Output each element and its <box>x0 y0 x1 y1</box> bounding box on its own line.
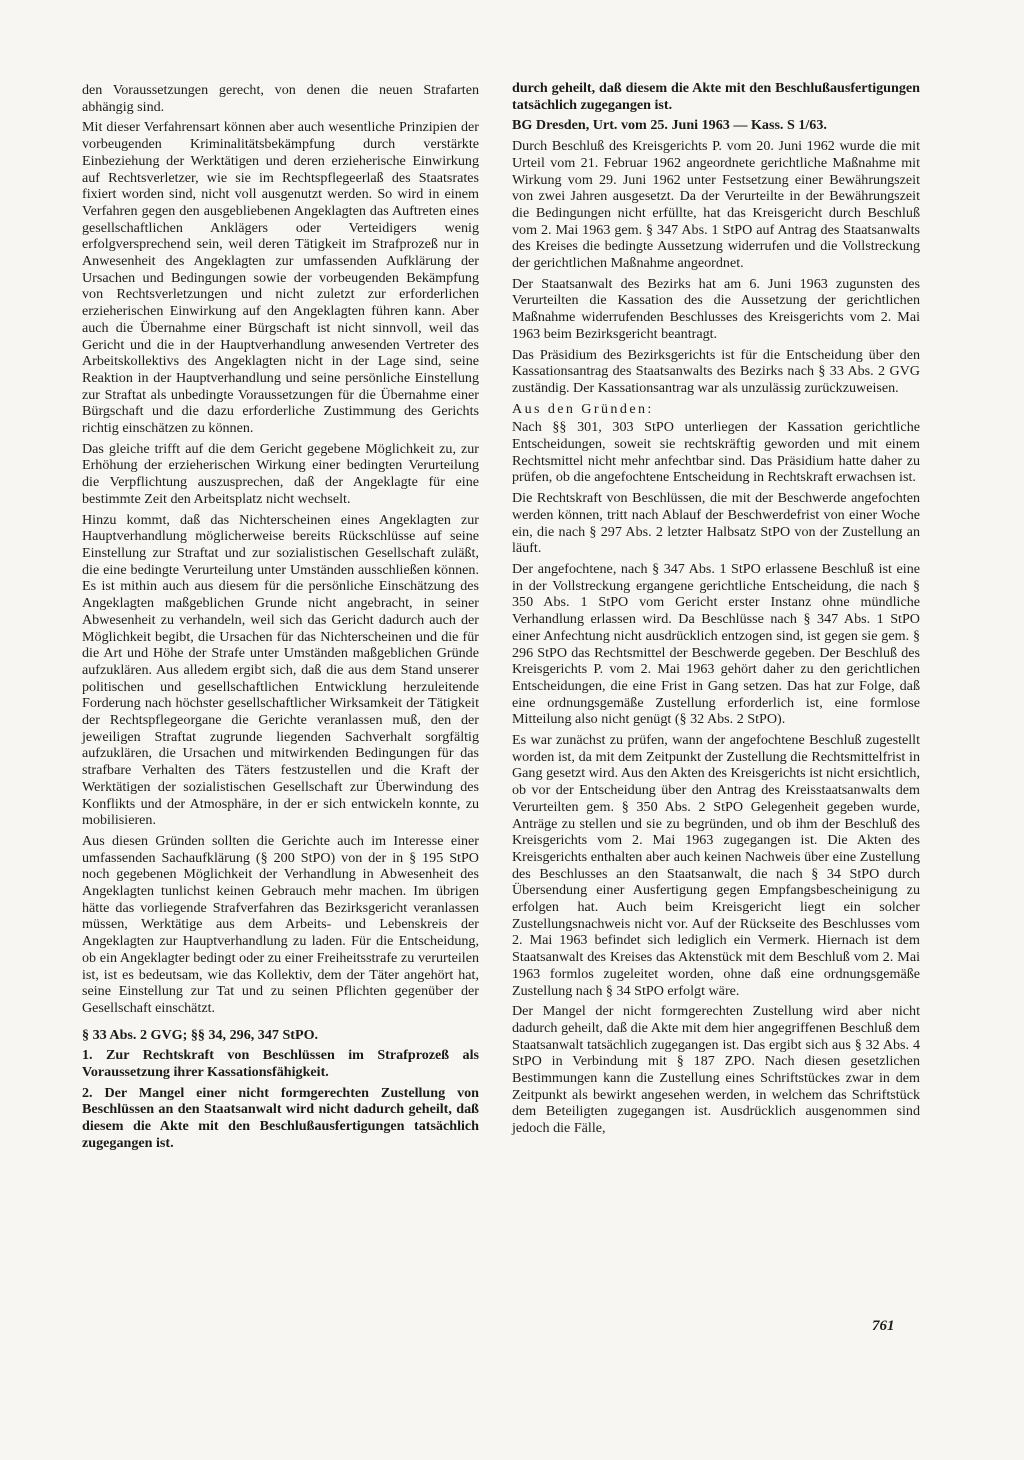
paragraph: Die Rechtskraft von Beschlüssen, die mit der Beschwerde angefochten werden können, tritt nach Ablauf der Beschwerdefrist von einer Woche ein, die nach § 297 Abs. 2 letzter Halbsatz StPO von der Zustellung an läuft. <box>512 490 920 557</box>
paragraph: Mit dieser Verfahrensart können aber auch wesentliche Prinzipien der vorbeugenden Kriminalitätsbekämpfung durch verstärkte Einbeziehung der Werktätigen und deren erzieherische Einwirkung auf Rechtsverletzer, wie sie im Rechtspflegeerlaß des Staatsrates fixiert worden sind, nicht voll ausgenutzt werden. So wird in einem Verfahren gegen den ausgebliebenen Angeklagten das Auftreten eines gesellschaftlichen Anklägers oder Verteidigers wenig erfolgversprechend sein, weil deren Tätigkeit im Strafprozeß nur in Anwesenheit des Angeklagten zur umfassenden Aufklärung der Ursachen und Bedingungen sowie der vorbeugenden Bekämpfung von Rechtsverletzungen und nicht zuletzt zur erforderlichen erzieherischen Einwirkung auf den Angeklagten führen kann. Aber auch die Übernahme einer Bürgschaft ist nicht sinnvoll, weil das Gericht und die in der Hauptverhandlung anwesenden Vertreter des Arbeitskollektivs des Angeklagten nicht in der Lage sind, seine Reaktion in der Hauptverhandlung und seine persönliche Einstellung zur Straftat als unbedingte Voraussetzungen für die Übernahme einer Bürgschaft und die dazu erforderliche Zustimmung des Gerichts richtig einschätzen zu können. <box>82 119 479 437</box>
paragraph: Das gleiche trifft auf die dem Gericht gegebene Möglichkeit zu, zur Erhöhung der erzieherischen Wirkung einer bedingten Verurteilung die Verpflichtung auszusprechen, daß der Angeklagte für eine bestimmte Zeit den Arbeitsplatz nicht wechselt. <box>82 440 479 507</box>
paragraph: Hinzu kommt, daß das Nichterscheinen eines Angeklagten zur Hauptverhandlung möglicherweise bereits Rückschlüsse auf seine Einstellung zur Straftat und zur sozialistischen Gesellschaft zuläßt, die eine bedingte Verurteilung unter Umständen ausschließen können. Es ist mithin auch aus diesem für die persönliche Einschätzung des Angeklagten maßgeblichen Grunde nicht angebracht, in seiner Abwesenheit zu verhandeln, weil sich das Gericht dadurch auch der Möglichkeit begibt, die Ursachen für das Nichterscheinen und die für die Art und Höhe der Strafe unter Umständen maßgeblichen Gründe aufzuklären. Aus alledem ergibt sich, daß die aus dem Stand unserer politischen und gesellschaftlichen Entwicklung herzuleitende Forderung nach höchster gesellschaftlicher Wirksamkeit der Tätigkeit der Rechtspflegeorgane die Gerichte veranlassen muß, den der jeweiligen Straftat zugrunde liegenden Sachverhalt sorgfältig aufzuklären, die Ursachen und mitwirkenden Bedingungen für das strafbare Verhalten des Täters festzustellen und die Kraft der Werktätigen der sozialistischen Gesellschaft zur Überwindung des Konflikts und der Atmosphäre, in der er sich entwickeln konnte, zu mobilisieren. <box>82 511 479 829</box>
headnote-2: 2. Der Mangel einer nicht formgerechten Zustellung von Beschlüssen an den Staatsanwalt wird nicht dadurch geheilt, daß diesem die Akte mit den Beschlußausfertigungen tatsächlich zugegangen ist. <box>82 1084 479 1151</box>
paragraph: Nach §§ 301, 303 StPO unterliegen der Kassation gerichtliche Entscheidungen, soweit sie rechtskräftig geworden und mit einem Rechtsmittel nicht mehr anfechtbar sind. Das Präsidium hatte daher zu prüfen, ob die angefochtene Entscheidung in Rechtskraft erwachsen ist. <box>512 419 920 486</box>
paragraph: Durch Beschluß des Kreisgerichts P. vom 20. Juni 1962 wurde die mit Urteil vom 21. Februar 1962 angeordnete gerichtliche Maßnahme mit Wirkung vom 29. Juni 1962 unter Festsetzung einer Bewährungszeit von zwei Jahren ausgesetzt. Da der Verurteilte in der Bewährungszeit die Bedingungen nicht erfüllte, hat das Kreisgericht durch Beschluß vom 2. Mai 1963 gem. § 347 Abs. 1 StPO auf Antrag des Staatsanwalts des Kreises die bedingte Aussetzung widerrufen und die Vollstreckung der gerichtlichen Maßnahme angeordnet. <box>512 138 920 272</box>
headnote-1: 1. Zur Rechtskraft von Beschlüssen im Strafprozeß als Voraussetzung ihrer Kassationsfähigkeit. <box>82 1047 479 1081</box>
page-number: 761 <box>872 1318 895 1334</box>
paragraph: den Voraussetzungen gerecht, von denen die neuen Strafarten abhängig sind. <box>82 82 479 115</box>
paragraph: Der Staatsanwalt des Bezirks hat am 6. Juni 1963 zugunsten des Verurteilten die Kassation des die Aussetzung der gerichtlichen Maßnahme widerrufenden Beschlusses des Kreisgerichts vom 2. Mai 1963 beim Bezirksgericht beantragt. <box>512 275 920 342</box>
right-column <box>512 80 920 1141</box>
paragraph: Der angefochtene, nach § 347 Abs. 1 StPO erlassene Beschluß ist eine in der Vollstreckung ergangene gerichtliche Entscheidung, die nach § 350 Abs. 1 StPO vom Gericht erster Instanz ohne mündliche Verhandlung erlassen wird. Da Beschlüsse nach § 347 Abs. 1 StPO einer Anfechtung nicht ausdrücklich entzogen sind, ist gegen sie gem. § 296 StPO das Rechtsmittel der Beschwerde gegeben. Der Beschluß des Kreisgerichts P. vom 2. Mai 1963 gehört daher zu den gerichtlichen Entscheidungen, die eine Frist in Gang setzen. Das hat zur Folge, daß eine ordnungsgemäße Zustellung erforderlich ist, eine formlose Mitteilung also nicht genügt (§ 32 Abs. 2 StPO). <box>512 560 920 728</box>
reasons-heading: Aus den Gründen: <box>512 400 654 417</box>
left-column <box>82 82 479 1156</box>
paragraph: Es war zunächst zu prüfen, wann der angefochtene Beschluß zugestellt worden ist, da mit dem Zeitpunkt der Zustellung die Rechtsmittelfrist in Gang gesetzt wird. Aus den Akten des Kreisgerichts ist nicht ersichtlich, ob vor der Entscheidung über den Antrag des Kreisstaatsanwalts dem Verurteilten gem. § 350 Abs. 2 StPO Gelegenheit gegeben wurde, Anträge zu stellen und sie zu begründen, und ob ihm der Beschluß des Kreisgerichts vom 2. Mai 1963 zugegangen ist. Die Akten des Kreisgerichts enthalten aber auch keinen Nachweis über eine Zustellung des Beschlusses an den Staatsanwalt, die nach § 34 StPO durch Übersendung einer Ausfertigung gegen Empfangsbescheinigung zu erfolgen hat. Auch beim Kreisgericht liegt ein solcher Zustellungsnachweis nicht vor. Auf der Rückseite des Beschlusses vom 2. Mai 1963 befindet sich lediglich ein Vermerk. Hiernach ist dem Staatsanwalt des Kreises das Aktenstück mit dem Beschluß vom 2. Mai 1963 formlos zugeleitet worden, ohne daß eine ordnungsgemäße Zustellung nach § 34 StPO erfolgt wäre. <box>512 732 920 999</box>
case-citation: BG Dresden, Urt. vom 25. Juni 1963 — Kass. S 1/63. <box>512 117 827 134</box>
legal-heading: § 33 Abs. 2 GVG; §§ 34, 296, 347 StPO. <box>82 1026 319 1043</box>
paragraph: Das Präsidium des Bezirksgerichts ist für die Entscheidung über den Kassationsantrag des Staatsanwalts des Bezirks nach § 33 Abs. 2 GVG zuständig. Der Kassationsantrag war als unzulässig zurückzuweisen. <box>512 346 920 396</box>
headnote-2-continued: durch geheilt, daß diesem die Akte mit den Beschlußausfertigungen tatsächlich zugegangen ist. <box>512 80 920 113</box>
paragraph: Der Mangel der nicht formgerechten Zustellung wird aber nicht dadurch geheilt, daß die Akte mit dem hier angegriffenen Beschluß dem Staatsanwalt tatsächlich zugegangen ist. Das ergibt sich aus § 32 Abs. 4 StPO in Verbindung mit § 187 ZPO. Nach diesen gesetzlichen Bestimmungen kann die Zustellung eines Schriftstückes zwar in dem Zeitpunkt als bewirkt angesehen werden, in welchem das Schriftstück dem Beteiligten zugegangen ist. Ausdrücklich ausgenommen sind jedoch die Fälle, <box>512 1003 920 1137</box>
paragraph: Aus diesen Gründen sollten die Gerichte auch im Interesse einer umfassenden Sachaufklärung (§ 200 StPO) von der in § 195 StPO noch gegebenen Möglichkeit der Verhandlung in Abwesenheit des Angeklagten tunlichst keinen Gebrauch mehr machen. Im übrigen hätte das vorliegende Strafverfahren das Bezirksgericht veranlassen müssen, Werktätige aus dem Arbeits- und Lebenskreis der Angeklagten zur Hauptverhandlung zu laden. Für die Entscheidung, ob ein Angeklagter bedingt oder zu einer Freiheitsstrafe zu verurteilen ist, ist es bedeutsam, wie das Kollektiv, dem der Täter angehört hat, seine Einstellung zur Tat und zu seinen Pflichten gegenüber der Gesellschaft einschätzt. <box>82 832 479 1016</box>
